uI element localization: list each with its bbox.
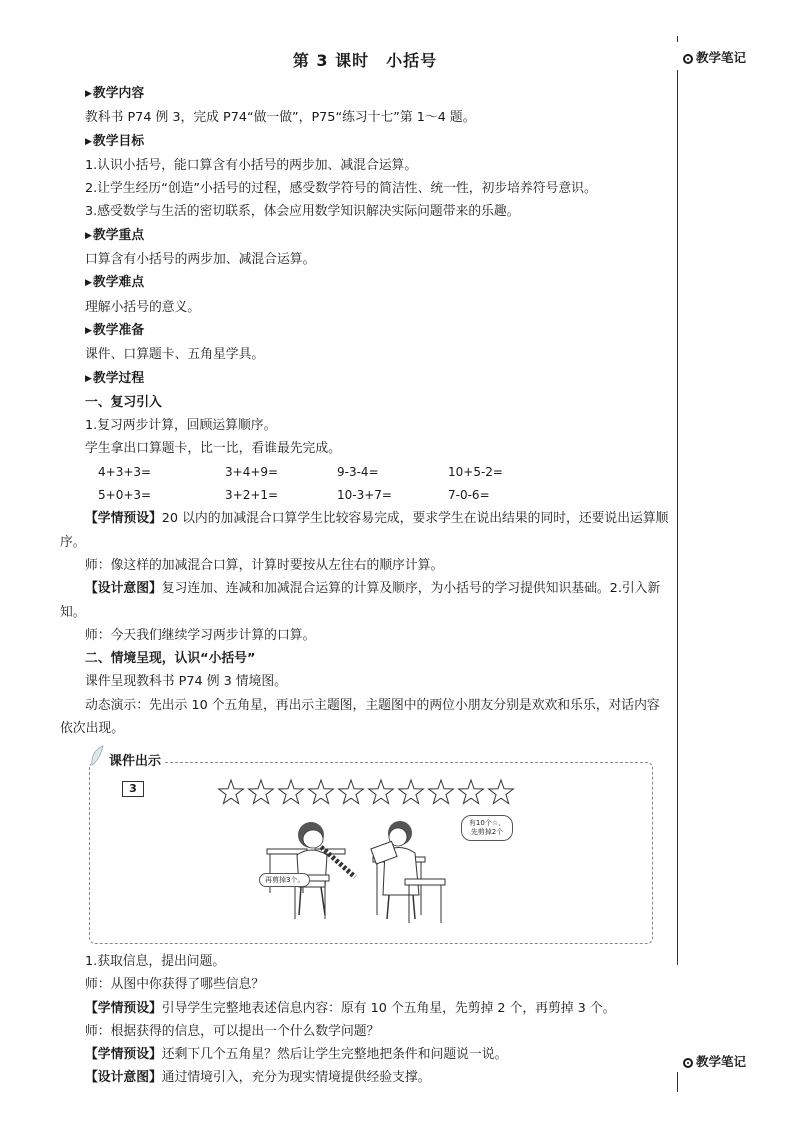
paragraph: 课件呈现教科书 P74 例 3 情境图。 [85,674,287,690]
calc-item: 5+0+3= [98,488,152,503]
star-9 [459,780,484,804]
key-text: 口算含有小括号的两步加、减混合运算。 [85,252,316,268]
content-text: 教科书 P74 例 3，完成 P74“做一做”，P75“练习十七”第 1～4 题。 [85,110,476,126]
leaf-icon [89,745,105,767]
lesson-content [60,82,670,740]
note-paragraph: 【学情预设】20 以内的加减混合口算学生比较容易完成，要求学生在说出结果的同时，还要说出运算顺序。 [60,511,669,550]
triangle-icon: ▶ [85,325,92,336]
star-7 [399,780,424,804]
difficulty-text: 理解小括号的意义。 [85,299,201,315]
calc-item: 10-3+7= [337,488,392,503]
calc-row-1 [60,461,670,484]
star-4 [309,780,334,804]
margin-tick [677,36,678,42]
paragraph: 1.获取信息，提出问题。 [85,954,226,969]
calc-item: 7-0-6= [448,488,490,503]
intent-paragraph: 【设计意图】通过情境引入，充分为现实情境提供经验支撑。 [85,1070,431,1086]
lesson-title: 第 3 课时 小括号 [292,51,438,70]
star-10 [489,780,514,804]
star-1 [219,780,244,804]
calc-item: 3+4+9= [225,464,279,479]
calc-item: 4+3+3= [98,464,152,479]
section-head-key: ▶教学重点 [85,227,145,243]
paragraph: 学生拿出口算题卡，比一比，看谁最先完成。 [85,441,341,457]
star-8 [429,780,454,804]
section-head-prep: ▶教学准备 [85,322,145,338]
teacher-line: 师：像这样的加减混合口算，计算时要按从左往右的顺序计算。 [85,557,444,573]
note-paragraph: 【学情预设】还剩下几个五角星？然后让学生完整地把条件和问题说一说。 [85,1047,508,1063]
star-row [216,778,526,808]
star-6 [369,780,394,804]
star-5 [339,780,364,804]
notes-label-bottom: 教学笔记 [683,1052,746,1070]
notes-label-top: 教学笔记 [683,48,746,66]
goal-item: 3.感受数学与生活的密切联系，体会应用数学知识解决实际问题带来的乐趣。 [85,204,520,220]
calc-row-2 [60,484,670,507]
teacher-line: 师：今天我们继续学习两步计算的口算。 [85,627,316,643]
courseware-tag: 课件出示 [91,750,165,769]
calc-item: 9-3-4= [337,464,379,479]
triangle-icon: ▶ [85,230,92,241]
speech-bubble-left: 再剪掉3个。 [259,873,310,887]
calc-item: 3+2+1= [225,488,279,503]
triangle-icon: ▶ [85,373,92,384]
prep-text: 课件、口算题卡、五角星学具。 [85,347,265,363]
target-icon [683,1058,693,1068]
section-head-process: ▶教学过程 [85,370,145,386]
note-paragraph: 【学情预设】引导学生完整地表述信息内容：原有 10 个五角星，先剪掉 2 个，再剪掉 3 个。 [85,1000,616,1016]
section-head-goals: ▶教学目标 [85,133,145,149]
star-2 [249,780,274,804]
triangle-icon: ▶ [85,136,92,147]
example-number: 3 [122,781,144,797]
target-icon [683,54,693,64]
triangle-icon: ▶ [85,89,92,99]
paragraph: 动态演示：先出示 10 个五角星，再出示主题图，主题图中的两位小朋友分别是欢欢和乐乐，对话内容依次出现。 [60,697,660,737]
star-3 [279,780,304,804]
triangle-icon: ▶ [85,278,92,289]
goal-item: 2.让学生经历“创造”小括号的过程，感受数学符号的简洁性、统一性，初步培养符号意识。 [85,181,597,197]
goal-item: 1.认识小括号，能口算含有小括号的两步加、减混合运算。 [85,157,418,173]
notes-divider-line [677,70,678,965]
part-heading-1: 一、复习引入 [85,394,162,410]
teacher-line: 师：从图中你获得了哪些信息？ [85,977,265,993]
speech-bubble-right: 有10个☆，先剪掉2个 [461,815,513,841]
intent-paragraph: 【设计意图】复习连加、连减和加减混合运算的计算及顺序，为小括号的学习提供知识基础。2.引入新知。 [60,581,661,620]
teacher-line: 师：根据获得的信息，可以提出一个什么数学问题？ [85,1023,380,1039]
section-head-content: ▶教学内容 [85,86,145,101]
lesson-content-lower [60,950,670,1090]
paragraph: 1.复习两步计算，回顾运算顺序。 [85,418,277,434]
calc-item: 10+5-2= [448,464,503,479]
section-head-difficulty: ▶教学难点 [85,275,145,291]
part-heading-2: 二、情境呈现，认识“小括号” [85,651,256,667]
notes-divider-line-2 [677,1072,678,1092]
